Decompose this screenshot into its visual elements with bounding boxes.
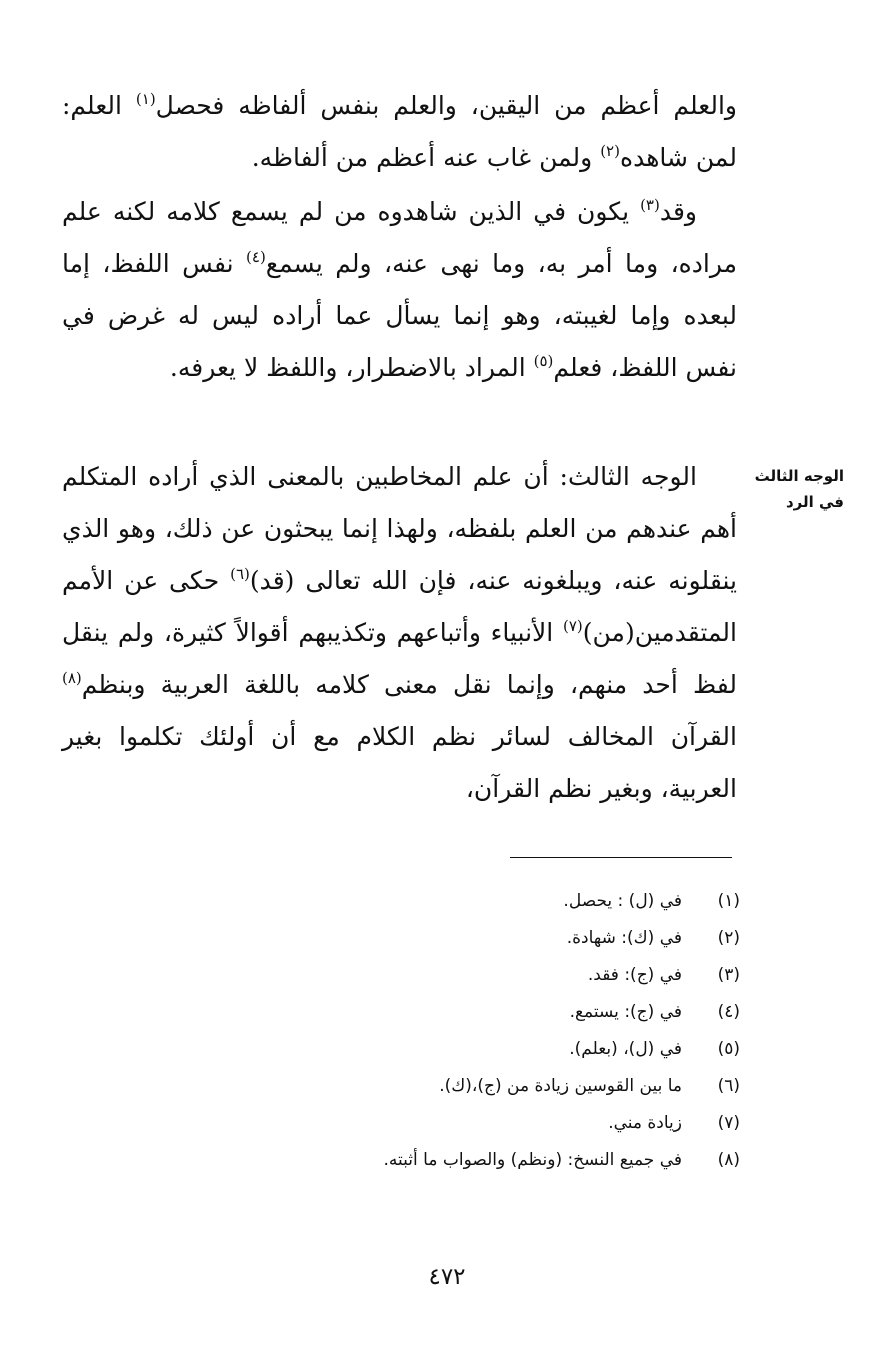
footnote-ref-3: (٣) <box>640 196 660 214</box>
footnote-number: (٤) <box>717 1002 740 1022</box>
body-paragraph-3 <box>62 451 737 815</box>
footnote-number: (٨) <box>717 1150 740 1170</box>
paragraph-text: الوجه الثالث: أن علم المخاطبين بالمعنى الذي أراده المتكلم أهم عندهم من العلم بلفظه، ولهذا إنما يبحثون عن ذلك، وهو الذي ينقلونه عنه، ويبلغونه عنه، فإن الله تعالى (قد) <box>62 462 737 595</box>
footnote-text: في (ل)، (بعلم). <box>569 1039 682 1059</box>
paragraph-text: والعلم أعظم من اليقين، والعلم بنفس ألفاظه فحصل <box>155 91 737 120</box>
margin-note-line-1: الوجه الثالث <box>754 467 844 485</box>
footnote-item <box>62 928 740 965</box>
footnote-ref-5: (٥) <box>533 352 554 370</box>
footnote-number: (٧) <box>717 1113 740 1133</box>
paragraph-text: يكون في الذين شاهدوه من لم يسمع كلامه لكنه علم مراده، وما أمر به، وما نهى عنه، ولم يسمع <box>62 197 737 278</box>
body-paragraph-1 <box>62 80 737 184</box>
footnote-item <box>62 1002 740 1039</box>
body-paragraph-2 <box>62 186 737 394</box>
paragraph-text: وقد <box>659 197 697 226</box>
footnote-number: (٢) <box>717 928 740 948</box>
footnote-text: في جميع النسخ: (ونظم) والصواب ما أثبته. <box>383 1150 682 1170</box>
footnote-number: (٦) <box>717 1076 740 1096</box>
footnote-text: في (ج): فقد. <box>587 965 682 985</box>
paragraph-text: ولمن غاب عنه أعظم من ألفاظه. <box>251 143 601 172</box>
footnote-ref-8: (٨) <box>62 669 82 687</box>
footnote-item <box>62 965 740 1002</box>
footnote-item <box>62 1039 740 1076</box>
footnote-ref-7: (٧) <box>562 617 583 635</box>
paragraph-text: حكى عن الأمم المتقدمين(من) <box>62 566 737 647</box>
footnote-divider <box>510 857 732 858</box>
paragraph-text: الأنبياء وأتباعهم وتكذيبهم أقوالاً كثيرة، ولم ينقل لفظ أحد منهم، وإنما نقل معنى كلامه باللغة العربية وبنظم <box>62 618 737 699</box>
paragraph-text: القرآن المخالف لسائر نظم الكلام مع أن أولئك تكلموا بغير العربية، وبغير نظم القرآن، <box>62 722 737 803</box>
footnote-item <box>62 1076 740 1113</box>
margin-note-line-2: في الرد <box>785 493 844 511</box>
footnote-ref-6: (٦) <box>230 565 250 583</box>
footnote-item <box>62 1150 740 1187</box>
footnote-text: ما بين القوسين زيادة من (ج)،(ك). <box>439 1076 682 1096</box>
footnote-number: (٣) <box>717 965 740 985</box>
margin-note <box>752 463 844 515</box>
footnote-item <box>62 891 740 928</box>
footnote-ref-4: (٤) <box>246 248 266 266</box>
footnote-ref-1: (١) <box>135 90 156 108</box>
footnotes-list <box>62 891 740 1187</box>
paragraph-text: نفس اللفظ، إما لبعده وإما لغيبته، وهو إنما يسأل عما أراده ليس له غرض في نفس اللفظ، فعلم <box>62 249 737 382</box>
footnote-ref-2: (٢) <box>600 142 620 160</box>
page-number: ٤٧٢ <box>428 1264 466 1290</box>
footnote-item <box>62 1113 740 1150</box>
footnote-text: في (ج): يستمع. <box>569 1002 682 1022</box>
paragraph-text: المراد بالاضطرار، واللفظ لا يعرفه. <box>169 353 534 382</box>
footnote-text: في (ك): شهادة. <box>566 928 682 948</box>
paragraph-text: العلم: لمن شاهده <box>62 91 737 172</box>
footnote-number: (٥) <box>717 1039 740 1059</box>
footnote-text: في (ل) : يحصل. <box>563 891 682 911</box>
footnote-text: زيادة مني. <box>608 1113 682 1133</box>
footnote-number: (١) <box>717 891 740 911</box>
